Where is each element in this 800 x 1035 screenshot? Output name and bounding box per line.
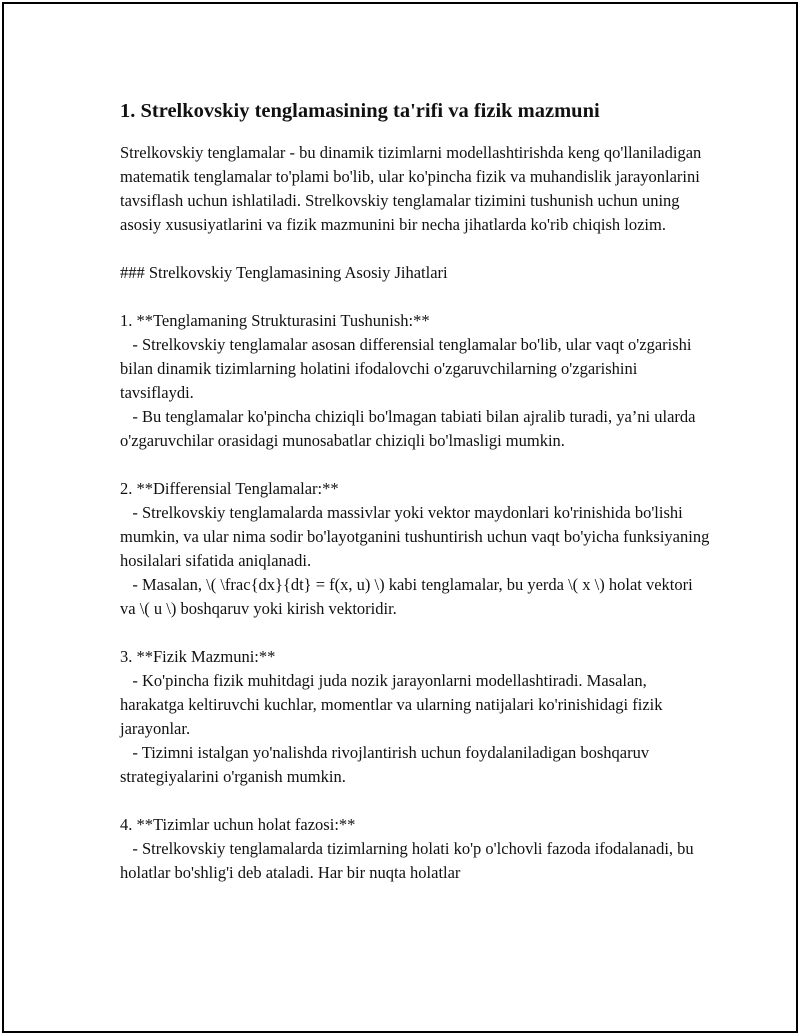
- item-heading: 4. **Tizimlar uchun holat fazosi:**: [120, 815, 356, 834]
- list-item: [120, 309, 710, 453]
- list-item: [120, 645, 710, 789]
- item-point: [120, 837, 710, 885]
- list-item: [120, 477, 710, 621]
- item-point: [120, 501, 710, 573]
- item-point: [120, 741, 710, 789]
- document-page: [2, 2, 798, 1033]
- item-point-text: - Strelkovskiy tenglamalarda tizimlarning holati ko'p o'lchovli fazoda ifodalanadi, bu holatlar bo'shlig'i deb ataladi. Har bir nuqta holatlar: [120, 839, 694, 882]
- item-point-text: - Ko'pincha fizik muhitdagi juda nozik jarayonlarni modellashtiradi. Masalan, harakatga keltiruvchi kuchlar, momentlar va ularning natijalari ko'rinishidagi fizik jarayonlar.: [120, 671, 663, 738]
- item-point-text: - Strelkovskiy tenglamalar asosan differensial tenglamalar bo'lib, ular vaqt o'zgarishi bilan dinamik tizimlarning holatini ifodalovchi o'zgaruvchilarning o'zgarishini tavsiflaydi.: [120, 335, 692, 402]
- intro-paragraph: Strelkovskiy tenglamalar - bu dinamik tizimlarni modellashtirishda keng qo'llaniladigan matematik tenglamalar to'plami bo'lib, ular ko'pincha fizik va muhandislik jarayonlarini tavsiflash uchun ishlatiladi. Strelkovskiy tenglamalar tizimini tushunish uchun uning asosiy xususiyatlarini va fizik mazmunini bir necha jihatlarda ko'rib chiqish lozim.: [120, 143, 702, 234]
- document-body: [120, 98, 710, 909]
- item-point-text: - Tizimni istalgan yo'nalishda rivojlantirish uchun foydalaniladigan boshqaruv strategiyalarini o'rganish mumkin.: [120, 743, 650, 786]
- item-heading: 2. **Differensial Tenglamalar:**: [120, 479, 339, 498]
- item-point: [120, 669, 710, 741]
- section-heading: ### Strelkovskiy Tenglamasining Asosiy Jihatlari: [120, 263, 448, 282]
- item-point: [120, 333, 710, 405]
- item-point-text: - Bu tenglamalar ko'pincha chiziqli bo'lmagan tabiati bilan ajralib turadi, ya’ni ularda o'zgaruvchilar orasidagi munosabatlar chiziqli bo'lmasligi mumkin.: [120, 407, 696, 450]
- item-heading: 1. **Tenglamaning Strukturasini Tushunish:**: [120, 311, 430, 330]
- item-point: [120, 573, 710, 621]
- item-point: [120, 405, 710, 453]
- list-item: [120, 813, 710, 885]
- item-heading: 3. **Fizik Mazmuni:**: [120, 647, 276, 666]
- document-title: 1. Strelkovskiy tenglamasining ta'rifi va fizik mazmuni: [120, 100, 600, 122]
- item-point-text: - Strelkovskiy tenglamalarda massivlar yoki vektor maydonlari ko'rinishida bo'lishi mumkin, va ular nima sodir bo'layotganini tushuntirish uchun vaqt bo'yicha funksiyaning hosilalari sifatida aniqlanadi.: [120, 503, 710, 570]
- item-point-text: - Masalan, \( \frac{dx}{dt} = f(x, u) \) kabi tenglamalar, bu yerda \( x \) holat vektori va \( u \) boshqaruv yoki kirish vektoridir.: [120, 575, 693, 618]
